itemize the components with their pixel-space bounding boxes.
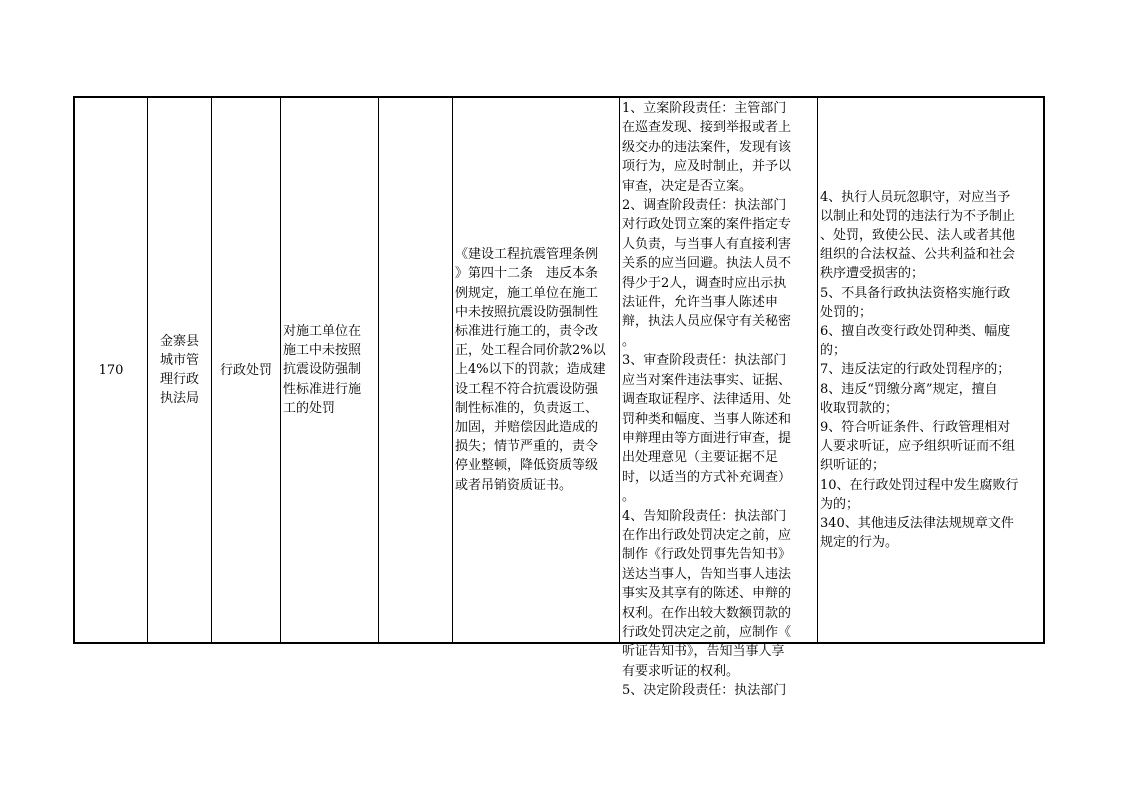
row-index: 170: [98, 362, 124, 378]
cell-department: [148, 98, 211, 642]
item-name-text: 对施工单位在 施工中未按照 抗震设防强制 性标准进行施 工的处罚: [283, 323, 362, 416]
column-divider: [147, 98, 148, 642]
department-text: 金寨县 城市管 理行政 执法局: [159, 334, 199, 406]
cell-accountability: [818, 98, 1043, 642]
basis-text: 《建设工程抗震管理条例 》第四十二条 违反本条 例规定，施工单位在施工 中未按照抗震设防强制性 标准进行施工的，责令改 正，处工程合同价款2%以 上4%以下的罚款；造成建 设工程不符合抗震设防强 制性标准的，负责返工、 加固，并赔偿因此造成的 损失；情节严重的，责令 停业整顿，降低资质等级 或者吊销资质证书。: [455, 247, 606, 493]
cell-remarks: [1043, 98, 1045, 642]
cell-index: [75, 98, 147, 642]
cell-item-name: [281, 98, 378, 642]
cell-category: [212, 98, 280, 642]
category-text: 行政处罚: [219, 362, 272, 378]
cell-responsibilities: [620, 98, 817, 699]
column-divider: [378, 98, 379, 642]
responsibilities-text: 1、立案阶段责任：主管部门 在巡查发现、接到举报或者上 级交办的违法案件，发现有该 项行为，应及时制止，并予以 审查，决定是否立案。 2、调查阶段责任：执法部门 对行政处罚立案的案件指定专 人负责，与当事人有直接利害 关系的应当回避。执法人员不 得少于2人，调查时应出示执 法证件，允许当事人陈述申 辩，执法人员应保守有关秘密 。 3、审查阶段责任：执法部门 应当对案件违法事实、证据、 调查取证程序、法律适用、处 罚种类和幅度、当事人陈述和 申辩理由等方面进行审查，提 出处理意见（主要证据不足 时，以适当的方式补充调查） 。 4、告知阶段责任：执法部门 在作出行政处罚决定之前，应 制作《行政处罚事先告知书》 送达当事人，告知当事人违法 事实及其享有的陈述、申辩的 权利。在作出较大数额罚款的 行政处罚决定之前，应制作《 听证告知书》，告知当事人享 有要求听证的权利。 5、决定阶段责任：执法部门: [622, 101, 792, 699]
table: [73, 96, 1045, 699]
accountability-text: 4、执行人员玩忽职守，对应当予 以制止和处罚的违法行为不予制止 、处罚，致使公民、法人或者其他 组织的合法权益、公共利益和社会 秩序遭受损害的； 5、不具备行政执法资格实施行政 处罚的； 6、擅自改变行政处罚种类、幅度 的； 7、违反法定的行政处罚程序的； 8、违反“罚缴分离”规定，擅自 收取罚款的； 9、符合听证条件、行政管理相对 人要求听证，应予组织听证而不组 织听证的； 10、在行政处罚过程中发生腐败行 为的； 340、其他违反法律法规规章文件 规定的行为。: [820, 189, 1019, 551]
column-divider: [280, 98, 281, 642]
column-divider: [619, 98, 620, 642]
column-divider: [817, 98, 818, 642]
column-divider: [452, 98, 453, 642]
column-divider: [211, 98, 212, 642]
cell-basis: [453, 98, 619, 642]
cell-sub-item: [379, 98, 452, 642]
